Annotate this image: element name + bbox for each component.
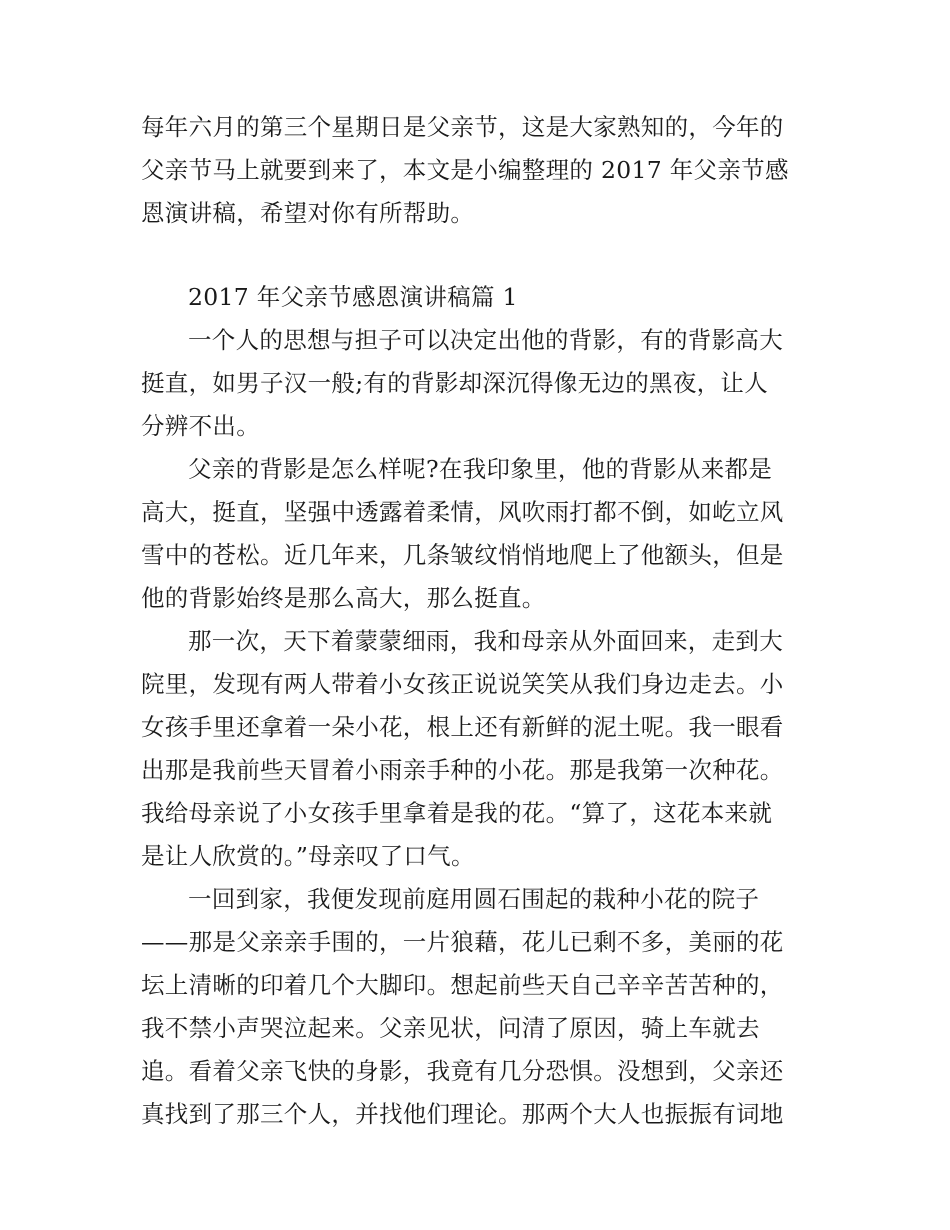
paragraph-line: 女孩手里还拿着一朵小花，根上还有新鲜的泥土呢。我一眼看 xyxy=(141,713,784,741)
paragraph-line: 坛上清晰的印着几个大脚印。想起前些天自己辛辛苦苦种的， xyxy=(141,971,784,999)
paragraph-line: 一回到家，我便发现前庭用圆石围起的栽种小花的院子 xyxy=(188,885,760,913)
paragraph-line: 追。看着父亲飞快的身影，我竟有几分恐惧。没想到，父亲还 xyxy=(141,1057,784,1085)
intro-paragraph xyxy=(141,106,821,235)
paragraph xyxy=(141,319,821,448)
paragraph-line: 一个人的思想与担子可以决定出他的背影，有的背影高大 xyxy=(188,326,783,354)
paragraph-line: 挺直，如男子汉一般;有的背影却深沉得像无边的黑夜，让人 xyxy=(141,369,769,397)
intro-line: 每年六月的第三个星期日是父亲节，这是大家熟知的，今年的 xyxy=(141,113,784,141)
paragraph-line: 雪中的苍松。近几年来，几条皱纹悄悄地爬上了他额头，但是 xyxy=(141,541,784,569)
section-title: 2017 年父亲节感恩演讲稿篇 1 xyxy=(188,283,518,311)
intro-line: 父亲节马上就要到来了，本文是小编整理的 2017 年父亲节感 xyxy=(141,156,789,184)
paragraph-line: 院里，发现有两人带着小女孩正说说笑笑从我们身边走去。小 xyxy=(141,670,784,698)
paragraph-line: 那一次，天下着蒙蒙细雨，我和母亲从外面回来，走到大 xyxy=(188,627,783,655)
paragraph-line: ——那是父亲亲手围的，一片狼藉，花儿已剩不多，美丽的花 xyxy=(141,928,784,956)
paragraph-line: 是让人欣赏的。”母亲叹了口气。 xyxy=(141,842,475,870)
paragraph-line: 父亲的背影是怎么样呢?在我印象里，他的背影从来都是 xyxy=(188,455,773,483)
paragraph-line: 他的背影始终是那么高大，那么挺直。 xyxy=(141,584,546,612)
paragraph-line: 我不禁小声哭泣起来。父亲见状，问清了原因，骑上车就去 xyxy=(141,1014,760,1042)
paragraph xyxy=(141,878,821,1136)
paragraph-line: 高大，挺直，坚强中透露着柔情，风吹雨打都不倒，如屹立风 xyxy=(141,498,784,526)
paragraph-line: 出那是我前些天冒着小雨亲手种的小花。那是我第一次种花。 xyxy=(141,756,784,784)
paragraph-line: 真找到了那三个人，并找他们理论。那两个大人也振振有词地 xyxy=(141,1100,784,1128)
paragraph xyxy=(141,448,821,620)
paragraph xyxy=(141,620,821,878)
intro-line: 恩演讲稿，希望对你有所帮助。 xyxy=(141,199,475,227)
article-body xyxy=(141,276,821,1136)
paragraph-line: 分辨不出。 xyxy=(141,412,260,440)
paragraph-line: 我给母亲说了小女孩手里拿着是我的花。“算了，这花本来就 xyxy=(141,799,773,827)
